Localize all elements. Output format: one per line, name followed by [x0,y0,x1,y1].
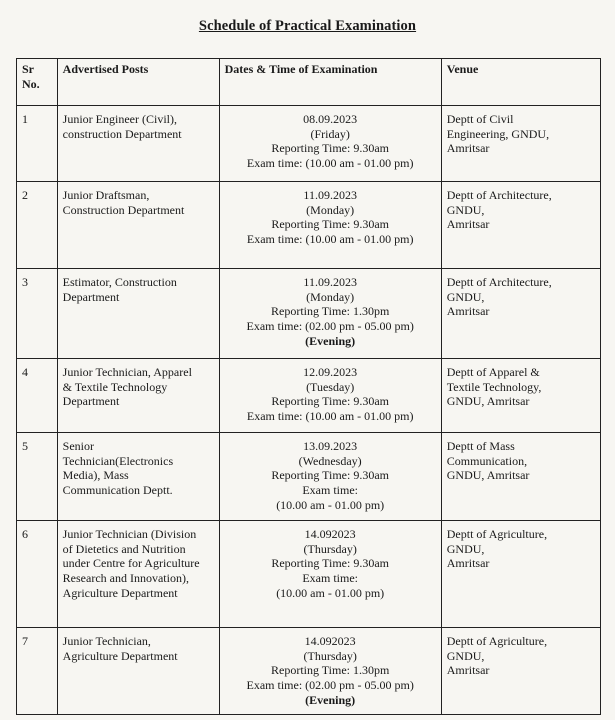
exam-date-time-line: (Thursday) [303,541,357,556]
sr-number: 2 [17,182,58,269]
exam-date-time-line: Exam time: (02.00 pm - 05.00 pm) [246,677,414,692]
advertised-post-line: Media), Mass [62,468,129,483]
header-row [17,59,601,106]
sr-number: 4 [17,359,58,433]
sr-number: 1 [17,106,58,182]
exam-date-time-line: 08.09.2023 [303,112,358,126]
advertised-post-line: Department [62,289,120,304]
exam-date-time-line: (Thursday) [303,648,357,663]
venue [441,433,600,521]
exam-date-time-line: 14.092023 [304,634,356,648]
venue-line: Deptt of Civil [446,112,514,126]
exam-date-time-line: 13.09.2023 [303,439,358,453]
advertised-post [57,521,219,628]
advertised-post-line: Junior Technician, Apparel [62,365,192,379]
venue-line: GNDU, [446,289,485,304]
advertised-post [57,628,219,715]
venue-line: Deptt of Apparel & [446,365,540,379]
exam-date-time-line: Reporting Time: 9.30am [271,394,390,409]
advertised-post-line: construction Department [62,126,182,141]
advertised-post-line: Technician(Electronics [62,453,174,468]
exam-date-time-line: Reporting Time: 1.30pm [271,304,390,319]
evening-label: (Evening) [305,333,356,348]
exam-date-time-line: 11.09.2023 [303,188,357,202]
advertised-post-line: Construction Department [62,202,185,217]
venue [441,628,600,715]
advertised-post-line: Department [62,394,120,409]
table-row [17,182,601,269]
advertised-post-line: Junior Technician (Division [62,527,197,541]
venue-line: Engineering, GNDU, [446,126,550,141]
exam-date-time-line: 14.092023 [304,527,356,541]
table-row [17,359,601,433]
table-row [17,521,601,628]
sr-number: 5 [17,433,58,521]
venue-line: GNDU, Amritsar [446,468,530,483]
exam-date-time-line: 11.09.2023 [303,275,357,289]
advertised-post-line: of Dietetics and Nutrition [62,541,186,556]
venue-line: Deptt of Architecture, [446,275,552,289]
advertised-post-line: Communication Deptt. [62,482,173,497]
table-row [17,106,601,182]
header-sr-line: No. [22,76,40,91]
table-row [17,433,601,521]
venue-line: Textile Technology, [446,379,542,394]
advertised-post-line: Agriculture Department [62,585,178,600]
venue [441,521,600,628]
advertised-post-line: & Textile Technology [62,379,168,394]
advertised-post [57,182,219,269]
exam-date-time-line: Exam time: [302,482,358,497]
exam-date-time-line: (Wednesday) [298,453,362,468]
exam-date-time [219,182,441,269]
exam-date-time-line: (Monday) [306,202,355,217]
venue-line: Amritsar [446,217,490,232]
header-venue: Venue [441,59,600,106]
exam-date-time-line: Reporting Time: 9.30am [271,556,390,571]
venue [441,269,600,359]
advertised-post [57,106,219,182]
sr-number: 7 [17,628,58,715]
advertised-post-line: Senior [62,439,95,453]
schedule-table [16,58,601,715]
sr-number: 3 [17,269,58,359]
exam-date-time-line: Reporting Time: 9.30am [271,141,390,156]
exam-date-time-line: Exam time: (10.00 am - 01.00 pm) [246,155,414,170]
exam-date-time-line: (Monday) [306,289,355,304]
advertised-post [57,433,219,521]
header-posts: Advertised Posts [57,59,219,106]
exam-date-time-line: Reporting Time: 9.30am [271,468,390,483]
table-body [17,106,601,715]
exam-date-time-line: Exam time: [302,570,358,585]
table-row [17,628,601,715]
advertised-post-line: Estimator, Construction [62,275,177,289]
advertised-post-line: Junior Engineer (Civil), [62,112,177,126]
venue-line: GNDU, [446,541,485,556]
advertised-post [57,269,219,359]
header-sr-line: Sr [22,62,34,76]
exam-date-time-line: 12.09.2023 [303,365,358,379]
exam-date-time [219,359,441,433]
venue-line: Deptt of Mass [446,439,515,453]
venue-line: Deptt of Agriculture, [446,634,548,648]
venue [441,182,600,269]
exam-date-time-line: Exam time: (10.00 am - 01.00 pm) [246,408,414,423]
advertised-post-line: Research and Innovation), [62,570,189,585]
exam-date-time-line: Exam time: (10.00 am - 01.00 pm) [246,231,414,246]
exam-date-time [219,106,441,182]
page-title: Schedule of Practical Examination [198,18,417,34]
exam-date-time-line: (10.00 am - 01.00 pm) [276,497,385,512]
venue-line: GNDU, [446,648,485,663]
exam-date-time-line: Reporting Time: 1.30pm [271,663,390,678]
venue-line: Amritsar [446,304,490,319]
sr-number: 6 [17,521,58,628]
exam-date-time [219,521,441,628]
advertised-post [57,359,219,433]
advertised-post-line: Junior Technician, [62,634,151,648]
advertised-post-line: under Centre for Agriculture [62,556,200,571]
venue-line: GNDU, Amritsar [446,394,530,409]
exam-date-time-line: (10.00 am - 01.00 pm) [276,585,385,600]
venue-line: Deptt of Architecture, [446,188,552,202]
exam-date-time [219,269,441,359]
venue-line: Amritsar [446,663,490,678]
exam-date-time-line: Reporting Time: 9.30am [271,217,390,232]
venue-line: Deptt of Agriculture, [446,527,548,541]
exam-date-time [219,433,441,521]
exam-date-time [219,628,441,715]
exam-date-time-line: (Friday) [310,126,350,141]
table-row [17,269,601,359]
evening-label: (Evening) [305,692,356,707]
venue [441,359,600,433]
advertised-post-line: Junior Draftsman, [62,188,150,202]
exam-date-time-line: (Tuesday) [306,379,355,394]
venue-line: Communication, [446,453,528,468]
venue [441,106,600,182]
header-sr [17,59,58,106]
advertised-post-line: Agriculture Department [62,648,178,663]
venue-line: Amritsar [446,556,490,571]
venue-line: Amritsar [446,141,490,156]
venue-line: GNDU, [446,202,485,217]
exam-date-time-line: Exam time: (02.00 pm - 05.00 pm) [246,318,414,333]
header-dates: Dates & Time of Examination [219,59,441,106]
